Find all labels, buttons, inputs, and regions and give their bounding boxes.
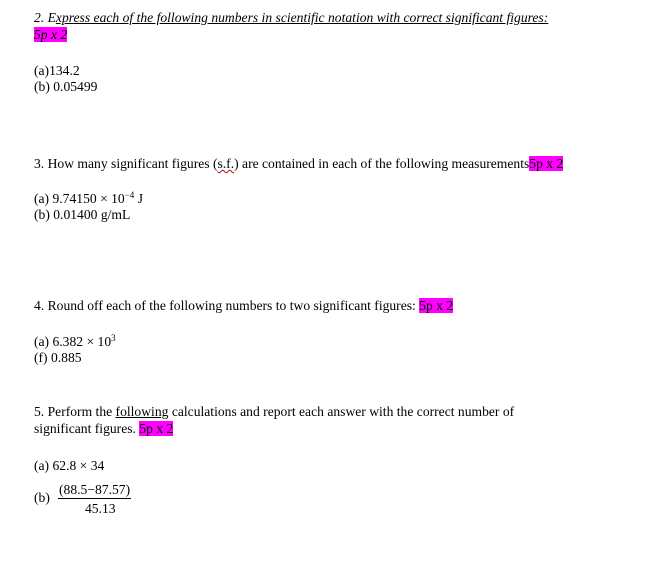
- q5-fraction-numerator: (88.5−87.57): [59, 482, 131, 497]
- q5-text-pre: 5. Perform the: [34, 404, 116, 419]
- q5-text-ul: following: [115, 404, 169, 419]
- q3-abbr: s.f.: [217, 156, 235, 171]
- q3-points-badge: 5p x 2: [529, 156, 564, 171]
- q2-text-a: 2. E: [34, 10, 56, 25]
- q4-a-exponent: 3: [111, 333, 116, 343]
- q4-a-text: (a) 6.382 × 10: [34, 334, 112, 349]
- q5-part-a: (a) 62.8 × 34: [34, 458, 105, 473]
- q3-a-exponent: −4: [124, 190, 135, 200]
- q2-text-b: xpress each of the following numbers in scientific notation with correct significant figures:: [55, 10, 549, 25]
- q2-part-a: (a)134.2: [34, 63, 80, 78]
- q4-part-f: (f) 0.885: [34, 350, 82, 365]
- q3-a-unit: J: [134, 191, 144, 206]
- q3-a-text: (a) 9.74150 × 10: [34, 191, 125, 206]
- q5-part-b-label: (b): [34, 490, 50, 505]
- q3-text-pre: 3. How many significant figures (: [34, 156, 218, 171]
- q5-points-badge: 5p x 2: [139, 421, 174, 436]
- q4-points-badge: 5p x 2: [419, 298, 454, 313]
- q3-part-b: (b) 0.01400 g/mL: [34, 207, 131, 222]
- q2-points-badge: 5p x 2: [34, 27, 68, 42]
- q4-prompt: [34, 298, 453, 314]
- q3-part-a: [34, 191, 143, 207]
- q2-prompt: [34, 10, 548, 26]
- q5-text-post: calculations and report each answer with the correct number of: [168, 404, 515, 419]
- q4-text: 4. Round off each of the following numbers to two significant figures:: [34, 298, 420, 313]
- q5-text2: significant figures.: [34, 421, 140, 436]
- q4-part-a: [34, 334, 116, 350]
- q2-part-b: (b) 0.05499: [34, 79, 98, 94]
- q2-points-line: [34, 27, 67, 43]
- q3-prompt: [34, 156, 563, 172]
- q3-text-post: ) are contained in each of the following measurements: [234, 156, 530, 171]
- q5-prompt-line1: [34, 404, 514, 420]
- q5-prompt-line2: [34, 421, 173, 437]
- q5-fraction-denominator: 45.13: [85, 501, 116, 516]
